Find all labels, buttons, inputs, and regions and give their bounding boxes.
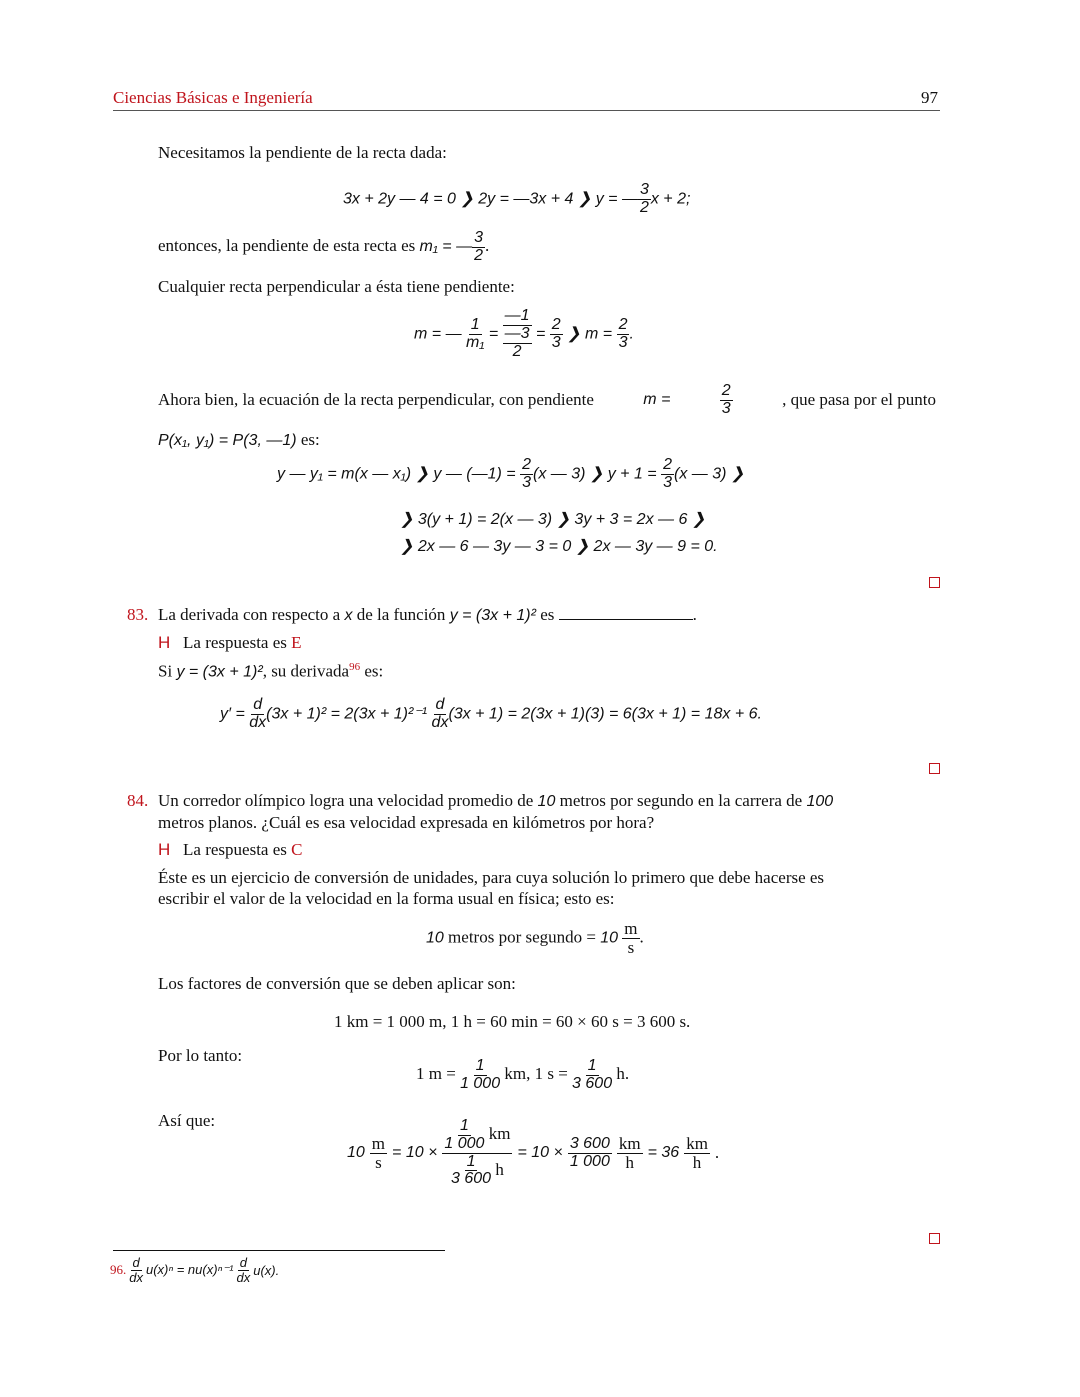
footnote-rule (113, 1250, 445, 1251)
paragraph: Los factores de conversión que se deben aplicar son: (158, 974, 516, 993)
paragraph: Cualquier recta perpendicular a ésta tiene pendiente: (158, 277, 515, 296)
paragraph: Así que: (158, 1111, 216, 1130)
qed-box (929, 577, 940, 588)
equation-line: 10 metros por segundo = 10 $\frac{m}{s}$ . (426, 919, 644, 957)
equation-line: m = — $\frac{1}{\text{m₁}}$ = —1 —3 2 = $\frac{2}{3}$ ❯ m = $\frac{2}{3}$ . (414, 307, 634, 360)
paragraph: Éste es un ejercicio de conversión de unidades, para cuya solución lo primero que debe hacerse es (158, 868, 825, 887)
footnote-ref[interactable]: 96 (349, 661, 361, 673)
page-number: 97 (921, 88, 938, 107)
equation-line: y′ = $\frac{d}{dx}$ (3x + 1)² = 2(3x + 1)²⁻¹ $\frac{d}{dx}$ (3x + 1) = 2(3x + 1)(3) = 6(3x + 1) = 18x + 6. (220, 696, 762, 731)
equation-line: y — y₁ = m(x — x₁) ❯ y — (—1) = $\frac{2}{3}$ (x — 3) ❯ y + 1 = $\frac{2}{3}$ (x — 3) ❯ (277, 456, 745, 491)
paragraph: Ahora bien, la ecuación de la recta perpendicular, con pendiente m = $\frac{2}{3}$ , que pasa por el punto (158, 382, 936, 417)
answer-line: H La respuesta es E (158, 633, 302, 652)
paragraph: entonces, la pendiente de esta recta es m₁ = — $\frac{3}{2}$ . (158, 229, 490, 264)
paragraph: P(x₁, y₁) = P(3, —1) es: (158, 430, 320, 449)
answer-blank (559, 619, 693, 620)
paragraph: escribir el valor de la velocidad en la forma usual en física; esto es: (158, 889, 615, 908)
question-text: metros planos. ¿Cuál es esa velocidad expresada en kilómetros por hora? (158, 813, 655, 832)
paragraph: Necesitamos la pendiente de la recta dada: (158, 143, 447, 162)
paragraph: Si y = (3x + 1)², su derivada$^{96}$ es: (158, 661, 384, 681)
equation-line: 3x + 2y — 4 = 0 ❯ 2y = —3x + 4 ❯ y = — $\frac{3}{2}$ x + 2; (343, 181, 691, 216)
question-number: 84. (127, 791, 149, 810)
paragraph: Por lo tanto: (158, 1046, 243, 1065)
equation-line: 1 m = $\frac{1}{1 000}$ km, 1 s = $\frac{1}{3 600}$ h. (416, 1057, 630, 1092)
question-text: La derivada con respecto a x de la función y = (3x + 1)² es . (158, 605, 697, 624)
question-text: Un corredor olímpico logra una velocidad promedio de 10 metros por segundo en la carrera de 100 (158, 791, 834, 810)
header-rule (113, 110, 940, 111)
answer-line: H La respuesta es C (158, 840, 303, 859)
qed-box (929, 1233, 940, 1244)
equation-line: ❯ 3(y + 1) = 2(x — 3) ❯ 3y + 3 = 2x — 6 ❯ (400, 511, 706, 528)
equation-line: 10 $\frac{m}{s}$ = 10 × $\frac{1}{1 000}$ km $\frac{1}{3 600}$ h = 10 × $\frac{3 600}{1 000}$ $\frac{km}{h}$ = 36 $\frac{km}{h}$ . (347, 1117, 720, 1188)
footnote: 96. $\frac{d}{dx}$ u(x)ⁿ = nu(x)ⁿ⁻¹ $\frac{d}{dx}$ u(x). (110, 1255, 280, 1285)
equation-line: ❯ 2x — 6 — 3y — 3 = 0 ❯ 2x — 3y — 9 = 0. (400, 538, 718, 555)
equation-line: 1 km = 1 000 m, 1 h = 60 min = 60 × 60 s = 3 600 s. (334, 1012, 691, 1031)
question-number: 83. (127, 605, 149, 624)
running-header: Ciencias Básicas e Ingeniería (113, 88, 313, 107)
qed-box (929, 763, 940, 774)
